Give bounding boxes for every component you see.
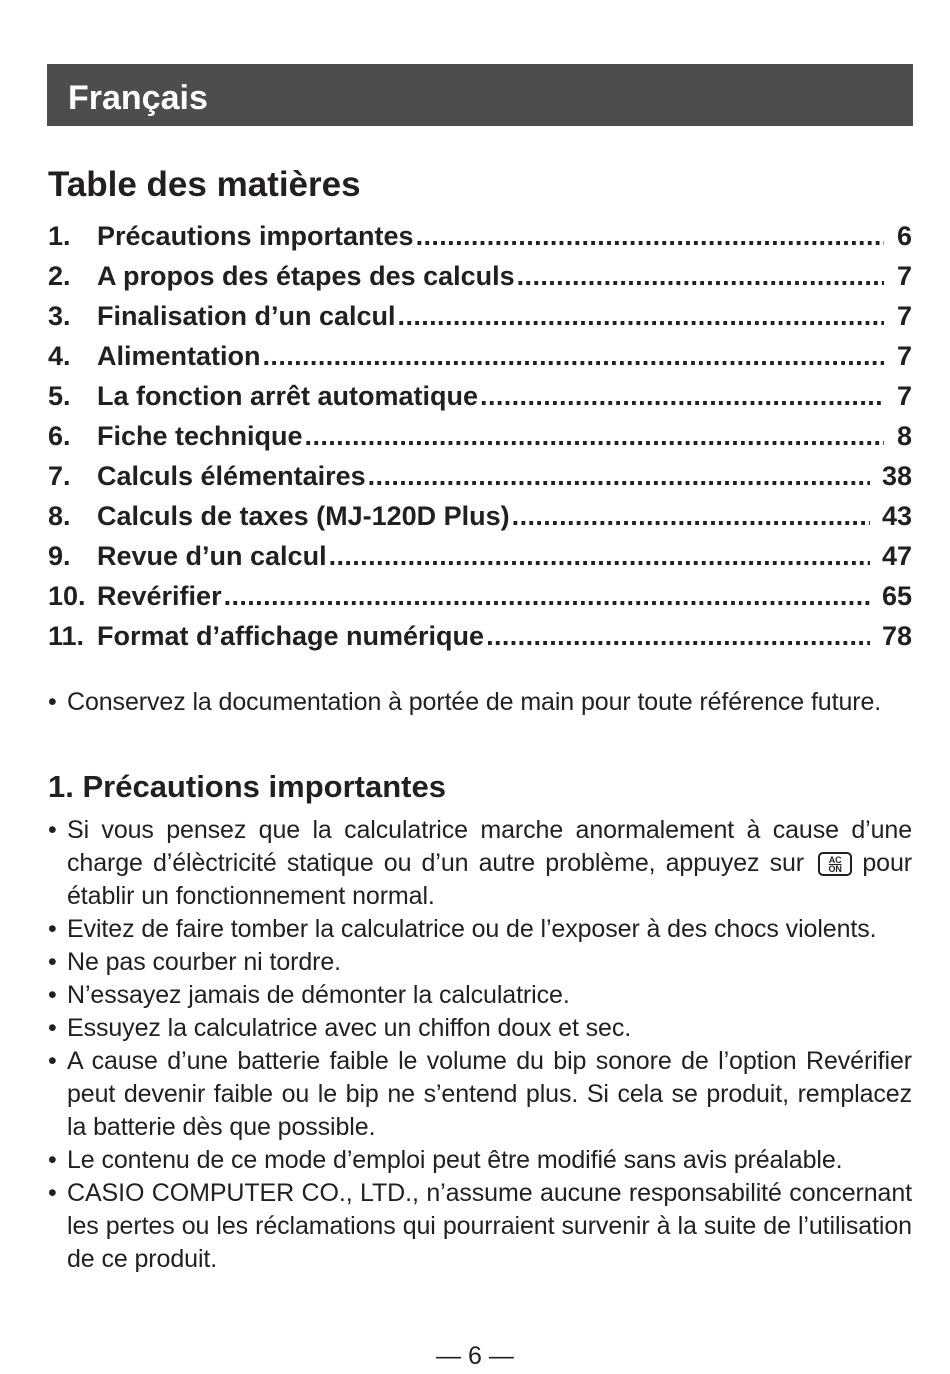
toc-item-page: 6	[896, 221, 912, 251]
toc-title: Table des matières	[48, 165, 361, 204]
toc-item-number: 9.	[48, 541, 71, 571]
toc-item-text: Fiche technique	[97, 421, 303, 451]
bullet-item: • Essuyez la calculatrice avec un chiffon doux et sec.	[48, 1012, 912, 1045]
toc-leader-dots	[517, 256, 884, 296]
toc-leader-dots	[329, 536, 870, 576]
toc-leader-dots	[263, 336, 884, 376]
toc-item-text: Alimentation	[97, 341, 261, 371]
bullet-item: • N’essayez jamais de démonter la calculatrice.	[48, 979, 912, 1012]
toc-item-text: Précautions importantes	[97, 221, 414, 251]
toc-item[interactable]	[48, 296, 912, 336]
bullet-item	[48, 814, 912, 913]
toc-item-number: 1.	[48, 221, 71, 251]
toc-item-page: 7	[896, 261, 912, 291]
bullet-text-continuation: pour établir un fonctionnement normal.	[67, 849, 912, 910]
toc-item[interactable]	[48, 576, 912, 616]
toc-item-text: Revérifier	[97, 581, 222, 611]
toc-item-page: 7	[896, 301, 912, 331]
toc-item[interactable]	[48, 496, 912, 536]
toc-leader-dots	[305, 416, 884, 456]
toc-item-number: 8.	[48, 501, 71, 531]
toc-item-text: A propos des étapes des calculs	[97, 261, 515, 291]
table-of-contents	[48, 216, 912, 656]
key-label-top: AC	[828, 855, 842, 866]
documentation-note	[48, 686, 912, 719]
toc-item-number: 4.	[48, 341, 71, 371]
toc-item-number: 10.	[48, 581, 86, 611]
toc-item[interactable]	[48, 256, 912, 296]
bullet-item: • A cause d’une batterie faible le volume du bip sonore de l’option Revérifier peut devenir faible ou le bip ne s’entend plus. Si cela se produit, remplacez la batterie dès que possible.	[48, 1045, 912, 1144]
bullet-item: • Evitez de faire tomber la calculatrice ou de l’exposer à des chocs violents.	[48, 913, 912, 946]
toc-item-text: Calculs de taxes (MJ-120D Plus)	[97, 501, 510, 531]
page-number: — 6 —	[436, 1342, 514, 1370]
toc-item-text: Finalisation d’un calcul	[97, 301, 396, 331]
toc-item[interactable]	[48, 536, 912, 576]
toc-item[interactable]	[48, 216, 912, 256]
toc-item-number: 3.	[48, 301, 71, 331]
toc-leader-dots	[486, 616, 870, 656]
toc-leader-dots	[512, 496, 870, 536]
toc-leader-dots	[224, 576, 870, 616]
toc-item-page: 65	[881, 581, 912, 611]
toc-item-text: La fonction arrêt automatique	[97, 381, 479, 411]
toc-leader-dots	[368, 456, 870, 496]
toc-item[interactable]	[48, 416, 912, 456]
toc-item-text: Format d’affichage numérique	[97, 621, 485, 651]
toc-item-text: Calculs élémentaires	[97, 461, 366, 491]
section-title: 1. Précautions importantes	[48, 769, 446, 804]
toc-leader-dots	[480, 376, 884, 416]
toc-leader-dots	[416, 216, 884, 256]
toc-item-number: 2.	[48, 261, 71, 291]
toc-item-page: 43	[881, 501, 912, 531]
toc-item[interactable]	[48, 456, 912, 496]
toc-item[interactable]	[48, 336, 912, 376]
toc-item-number: 11.	[48, 621, 85, 651]
toc-item-number: 7.	[48, 461, 71, 491]
bullet-item: • Ne pas courber ni tordre.	[48, 946, 912, 979]
toc-item-number: 6.	[48, 421, 71, 451]
toc-item-page: 78	[881, 621, 912, 651]
toc-item-number: 5.	[48, 381, 71, 411]
toc-item-text: Revue d’un calcul	[97, 541, 327, 571]
language-banner: Français	[47, 64, 913, 126]
toc-item-page: 7	[896, 381, 912, 411]
toc-item[interactable]	[48, 376, 912, 416]
bullet-item: • Le contenu de ce mode d’emploi peut être modifié sans avis préalable.	[48, 1144, 912, 1177]
toc-item-page: 47	[881, 541, 912, 571]
toc-item-page: 7	[896, 341, 912, 371]
toc-leader-dots	[398, 296, 884, 336]
precautions-list	[48, 814, 912, 1276]
bullet-text: Si vous pensez que la calculatrice marche anormalement à cause d’une charge d’élèctricité statique ou d’un autre problème, appuyez sur	[67, 816, 912, 877]
toc-item-page: 38	[881, 461, 912, 491]
toc-item-page: 8	[896, 421, 912, 451]
ac-on-key-icon	[818, 852, 852, 876]
toc-item[interactable]	[48, 616, 912, 656]
bullet-item: • CASIO COMPUTER CO., LTD., n’assume aucune responsabilité concernant les pertes ou les réclamations qui pourraient survenir à la suite de l’utilisation de ce produit.	[48, 1177, 912, 1276]
note-text: • Conservez la documentation à portée de main pour toute référence future.	[48, 686, 912, 719]
key-label-bottom: ON	[828, 864, 842, 875]
